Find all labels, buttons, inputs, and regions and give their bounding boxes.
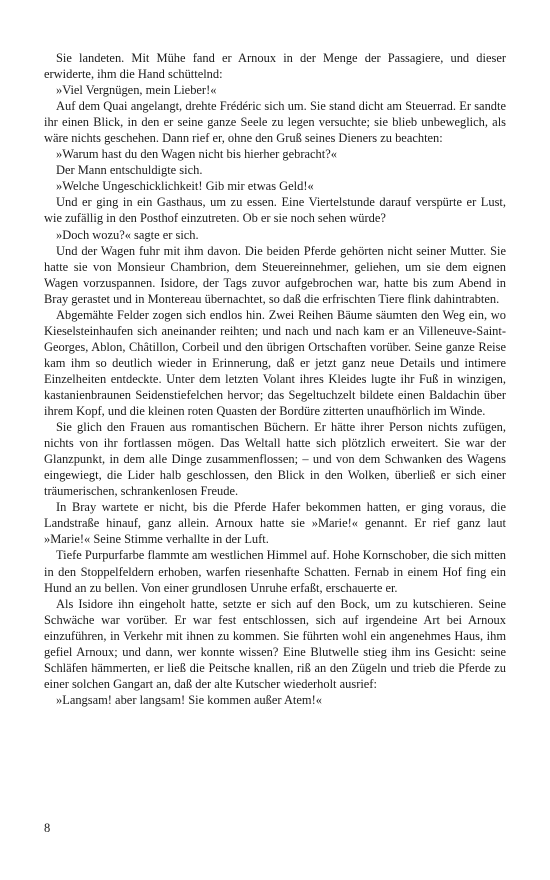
paragraph: In Bray wartete er nicht, bis die Pferde Hafer bekommen hatten, er ging voraus, die Landstraße hinauf, ganz allein. Arnoux hatte sie »Marie!« genannt. Er rief ganz laut »Marie!« Seine Stimme verhallte in der Luft.: [44, 500, 506, 547]
body-text: [44, 50, 506, 708]
paragraph: Und der Wagen fuhr mit ihm davon. Die beiden Pferde gehörten nicht seiner Mutter. Sie hatte sie von Monsieur Chambrion, dem Steuereinnehmer, geliehen, um sie dem eignen Wagen vorzuspannen. Isidore, der Tags zuvor aufgebrochen war, hatte bis zum Abend in Bray gerastet und in Montereau übernachtet, so daß die erfrischten Tiere flink dahintrabten.: [44, 243, 506, 306]
paragraph: »Warum hast du den Wagen nicht bis hierher gebracht?«: [56, 147, 337, 162]
page-number: 8: [44, 821, 51, 835]
paragraph: »Viel Vergnügen, mein Lieber!«: [56, 83, 217, 98]
paragraph: Und er ging in ein Gasthaus, um zu essen. Eine Viertelstunde darauf verspürte er Lust, wie zufällig in den Posthof einzutreten. Ob er sie noch sehen würde?: [44, 195, 506, 226]
paragraph: »Welche Ungeschicklichkeit! Gib mir etwas Geld!«: [56, 179, 314, 194]
paragraph: Auf dem Quai angelangt, drehte Frédéric sich um. Sie stand dicht am Steuerrad. Er sandte ihr einen Blick, in den er seine ganze Seele zu legen versuchte; sie blieb unbeweglich, als wäre nichts geschehen. Dann rief er, ohne den Gruß seines Dieners zu beachten:: [44, 99, 506, 146]
paragraph: »Doch wozu?« sagte er sich.: [56, 227, 199, 242]
paragraph: Sie landeten. Mit Mühe fand er Arnoux in der Menge der Passagiere, und dieser erwiderte, ihm die Hand schüttelnd:: [44, 51, 506, 82]
paragraph: Der Mann entschuldigte sich.: [56, 163, 203, 178]
paragraph: Sie glich den Frauen aus romantischen Büchern. Er hätte ihrer Person nichts zufügen, nichts von ihr fortlassen mögen. Das Weltall hatte sich plötzlich erweitert. Sie war der Glanzpunkt, in dem alle Dinge zusammenflossen; – und von dem Schwanken des Wagens eingewiegt, die Lider halb geschlossen, den Blick in den Wolken, überließ er sich einer träumerischen, schrankenlosen Freude.: [44, 420, 506, 499]
paragraph: »Langsam! aber langsam! Sie kommen außer Atem!«: [56, 692, 322, 707]
paragraph: Abgemähte Felder zogen sich endlos hin. Zwei Reihen Bäume säumten den Weg ein, wo Kieselsteinhaufen sich aneinander reihten; und nach und nach kam er an Villeneuve-Saint-Georges, Ablon, Châtillon, Corbeil und den übrigen Ortschaften vorüber. Seine ganze Reise kam ihm so deutlich wieder in Erinnerung, daß er jetzt ganz neue Details und intimere Einzelheiten entdeckte. Unter dem letzten Volant ihres Kleides lugte ihr Fuß in winzigen, kastanienbraunen Seidenstiefelchen hervor; das Segeltuchzelt bildete einen Baldachin über ihrem Kopf, und die kleinen roten Quasten der Bordüre zitterten unaufhörlich im Winde.: [44, 307, 506, 419]
paragraph: Als Isidore ihn eingeholt hatte, setzte er sich auf den Bock, um zu kutschieren. Seine Schwäche war vorüber. Er war fest entschlossen, sich auf irgendeine Art bei Arnoux einzuführen, in Verkehr mit ihnen zu kommen. Sie führten wohl ein angenehmes Haus, ihm gefiel Arnoux; und dann, wer konnte wissen? Eine Blutwelle stieg ihm ins Gesicht: seine Schläfen hämmerten, er ließ die Peitsche knallen, riß an den Zügeln und trieb die Pferde zu einer solchen Gangart an, daß der alte Kutscher wiederholt ausrief:: [44, 596, 506, 691]
paragraph: Tiefe Purpurfarbe flammte am westlichen Himmel auf. Hohe Kornschober, die sich mitten in den Stoppelfeldern erhoben, warfen riesenhafte Schatten. Fernab in einem Hof fing ein Hund an zu bellen. Von einer grundlosen Unruhe erfaßt, erschauerte er.: [44, 548, 506, 595]
